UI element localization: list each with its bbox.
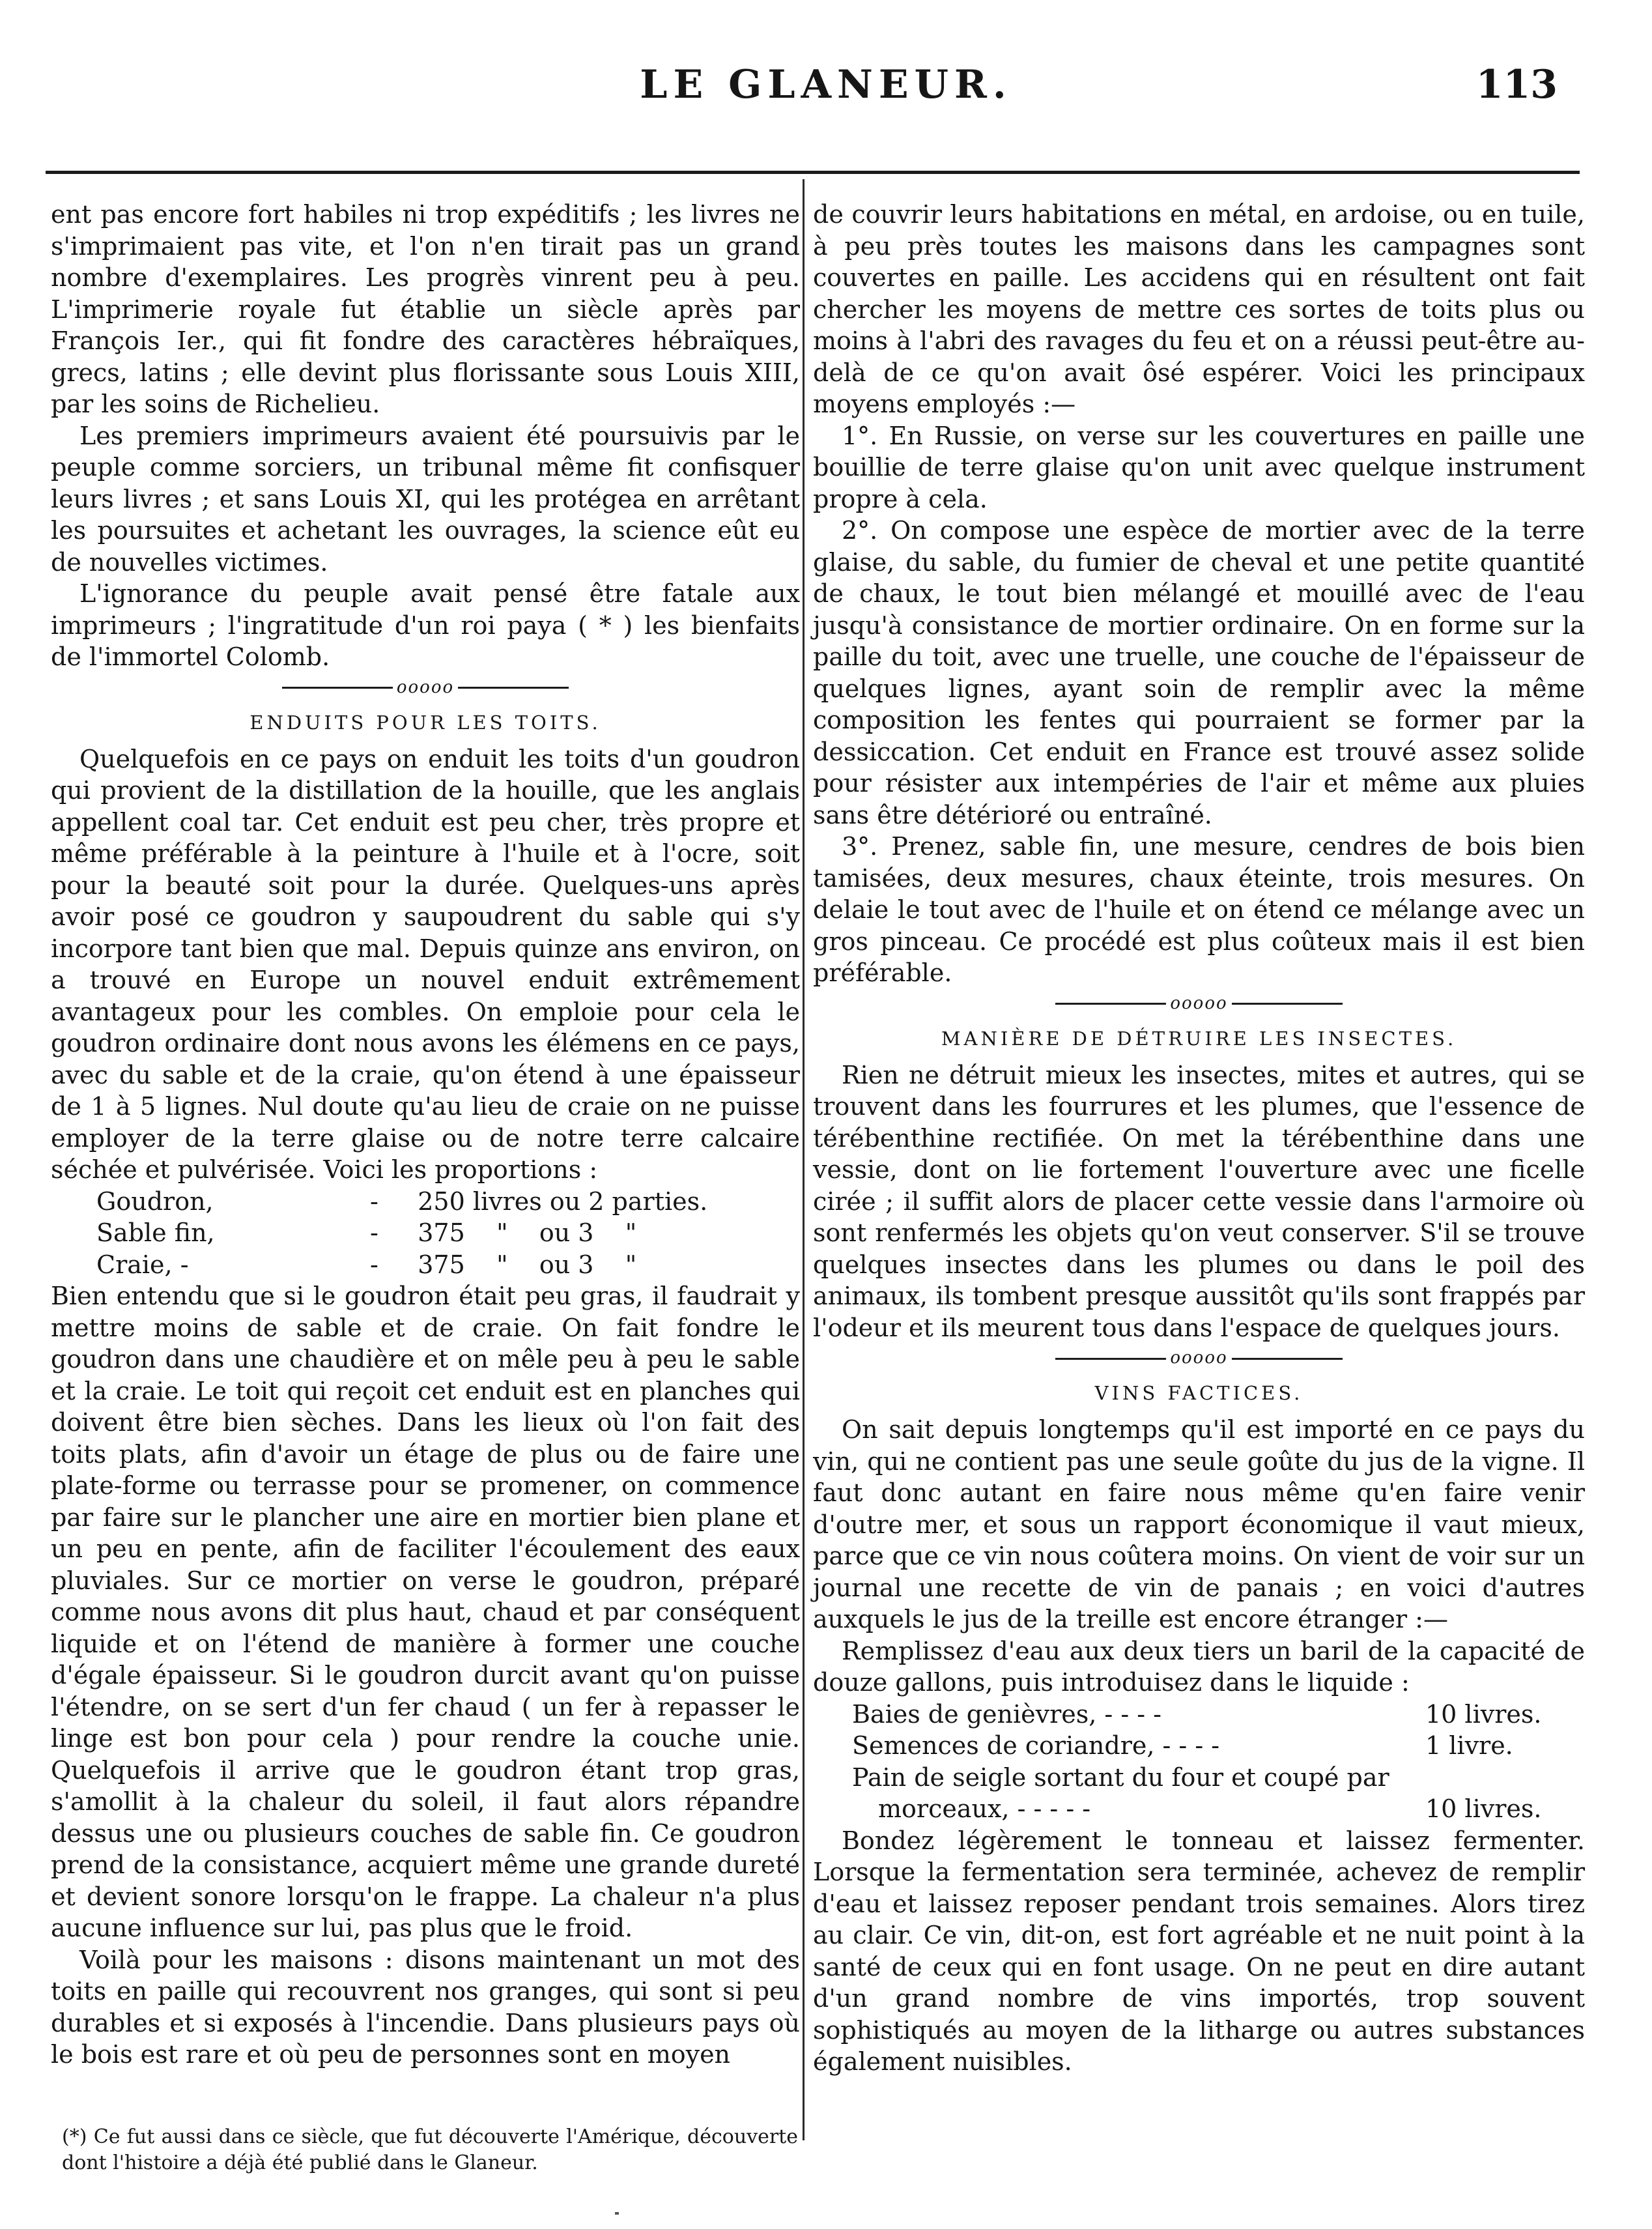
section-divider: ooooo: [813, 1344, 1585, 1372]
footnote: (*) Ce fut aussi dans ce siècle, que fut découverte l'Amérique, découverte dont l'histoire a déjà été publié dans le Glaneur.: [62, 2125, 798, 2174]
page-header: [0, 62, 1652, 127]
recipe-ingredient: morceaux, - - - - -: [878, 1794, 1091, 1823]
page-number: 113: [1475, 62, 1558, 108]
left-column: [51, 199, 800, 2071]
recipe-ingredient: Goudron,: [96, 1186, 214, 1216]
recipe-quantity: - 250 livres ou 2 parties.: [370, 1186, 708, 1216]
paragraph: Bondez légèrement le tonneau et laissez fermenter. Lorsque la fermentation sera terminée, achevez de remplir d'eau et laissez reposer pendant trois semaines. Alors tirez au clair. Ce vin, dit-on, est fort agréable et ne nuit point à la santé de ceux qui en font usage. On ne peut en dire autant d'un grand nombre de vins importés, trop souvent sophistiqués au moyen de la litharge ou autres substances également nuisibles.: [813, 1826, 1585, 2076]
recipe-row: [852, 1730, 1575, 1762]
recipe-row: [852, 1793, 1575, 1825]
roof-coating-recipe: [96, 1186, 708, 1281]
recipe-ingredient: Baies de genièvres, - - - -: [852, 1699, 1161, 1729]
paragraph: Voilà pour les maisons : disons maintenant un mot des toits en paille qui recouvrent nos granges, qui sont si peu durables et si exposés à l'incendie. Dans plusieurs pays où le bois est rare et où peu de personnes sont en moyen: [51, 1945, 800, 2069]
paragraph: Rien ne détruit mieux les insectes, mites et autres, qui se trouvent dans les fourrures et les plumes, que l'essence de térébenthine rectifiée. On met la térébenthine dans une vessie, dont on lie fortement l'ouverture avec une ficelle cirée ; il suffit alors de placer cette vessie dans l'armoire où sont renfermés les objets qu'on veut conserver. S'il se trouve quelques insectes dans les plumes ou dans le poil des animaux, ils tombent presque aussitôt qu'ils sont frappés par l'odeur et ils meurent tous dans l'espace de quelques jours.: [813, 1060, 1585, 1342]
paragraph: 2°. On compose une espèce de mortier avec de la terre glaise, du sable, du fumier de cheval et une petite quantité de chaux, le tout bien mélangé et mouillé avec de l'eau jusqu'à consistance de mortier ordinaire. On en forme sur la paille du toit, avec une truelle, une couche de l'épaisseur de quelques lignes, ayant soin de remplir avec la même composition les fentes qui pourraient se former par la dessiccation. Cet enduit en France est trouvé assez solide pour résister aux intempéries de l'air et même aux pluies sans être détérioré ou entraîné.: [813, 516, 1585, 829]
print-speck: [615, 2212, 619, 2215]
paragraph: Remplissez d'eau aux deux tiers un baril de la capacité de douze gallons, puis introduisez dans le liquide :: [813, 1636, 1585, 1697]
paragraph: Les premiers imprimeurs avaient été poursuivis par le peuple comme sorciers, un tribunal même fit confisquer leurs livres ; et sans Louis XI, qui les protégea en arrêtant les poursuites et achetant les ouvrages, la science eût eu de nouvelles victimes.: [51, 421, 800, 577]
recipe-row: [96, 1249, 683, 1281]
recipe-quantity: 10 livres.: [1425, 1699, 1542, 1729]
paragraph: Bien entendu que si le goudron était peu gras, il faudrait y mettre moins de sable et de craie. On fait fondre le goudron dans une chaudière et on mêle peu à peu le sable et la craie. Le toit qui reçoit cet enduit est en planches qui doivent être bien sèches. Dans les lieux où l'on fait des toits plats, afin d'avoir un étage de plus ou de faire une plate-forme ou terrasse pour se promener, on commence par faire sur le plancher une aire en mortier bien plane et un peu en pente, afin de faciliter l'écoulement des eaux pluviales. Sur ce mortier on verse le goudron, préparé comme nous avons dit plus haut, chaud et par conséquent liquide et on l'étend de manière à former une couche d'égale épaisseur. Si le goudron durcit avant qu'on puisse l'étendre, on se sert d'un fer chaud ( un fer à repasser le linge est bon pour cela ) pour rendre la couche unie. Quelquefois il arrive que le goudron étant trop gras, s'amollit à la chaleur du soleil, il faut alors répandre dessus une ou plusieurs couches de sable fin. Ce goudron prend de la consistance, acquiert même une grande dureté et devient sonore lorsqu'on le frappe. La chaleur n'a plus aucune influence sur lui, pas plus que le froid.: [51, 1282, 800, 1942]
recipe-ingredient: Semences de coriandre, - - - -: [852, 1731, 1220, 1760]
paragraph: 1°. En Russie, on verse sur les couvertures en paille une bouillie de terre glaise qu'on unit avec quelque instrument propre à cela.: [813, 421, 1585, 513]
recipe-quantity: - 375 " ou 3 ": [370, 1218, 637, 1247]
section-title: VINS FACTICES.: [1094, 1382, 1303, 1404]
column-rule: [803, 179, 805, 2140]
section-title: MANIÈRE DE DÉTRUIRE LES INSECTES.: [941, 1027, 1457, 1050]
recipe-ingredient: Craie, -: [96, 1250, 189, 1279]
recipe-row: [96, 1186, 708, 1218]
recipe-ingredient: Sable fin,: [96, 1218, 215, 1247]
recipe-quantity: 1 livre.: [1425, 1731, 1513, 1760]
paragraph: L'ignorance du peuple avait pensé être fatale aux imprimeurs ; l'ingratitude d'un roi paya ( * ) les bienfaits de l'immortel Colomb.: [51, 579, 800, 671]
paragraph: On sait depuis longtemps qu'il est importé en ce pays du vin, qui ne contient pas une seule goûte du jus de la vigne. Il faut donc autant en faire nous même qu'en faire venir d'outre mer, et sous un rapport économique il vaut mieux, parce que ce vin nous coûtera moins. On vient de voir sur un journal une recette de vin de panais ; en voici d'autres auxquels le jus de la treille est encore étranger :—: [813, 1415, 1585, 1633]
paragraph: Quelquefois en ce pays on enduit les toits d'un goudron qui provient de la distillation de la houille, que les anglais appellent coal tar. Cet enduit est peu cher, très propre et même préférable à la peinture à l'huile et à l'ocre, soit pour la beauté soit pour la durée. Quelques-uns après avoir posé ce goudron y saupoudrent du sable qui s'y incorpore tant bien que mal. Depuis quinze ans environ, on a trouvé en Europe un nouvel enduit extrêmement avantageux pour les combles. On emploie pour cela le goudron ordinaire dont nous avons les élémens en ce pays, avec du sable et de la craie, qu'on étend à une épaisseur de 1 à 5 lignes. Nul doute qu'au lieu de craie on ne puisse employer de la terre glaise ou de notre terre calcaire séchée et pulvérisée. Voici les proportions :: [51, 744, 800, 1184]
recipe-quantity: - 375 " ou 3 ": [370, 1250, 637, 1279]
section-title: ENDUITS POUR LES TOITS.: [249, 711, 601, 734]
wine-recipe: [852, 1699, 1575, 1825]
continuation-paragraph: de couvrir leurs habitations en métal, en ardoise, ou en tuile, à peu près toutes les maisons dans les campagnes sont couvertes en paille. Les accidens qui en résultent ont fait chercher les moyens de mettre ces sortes de toits plus ou moins à l'abri des ravages du feu et on a réussi peut-être au-delà de ce qu'on avait ôsé espérer. Voici les principaux moyens employés :—: [813, 200, 1585, 418]
recipe-row: [852, 1699, 1575, 1731]
header-rule: [46, 171, 1580, 174]
recipe-ingredient: Pain de seigle sortant du four et coupé par: [852, 1762, 1389, 1792]
paragraph: 3°. Prenez, sable fin, une mesure, cendres de bois bien tamisées, deux mesures, chaux éteinte, trois mesures. On delaie le tout avec de l'huile et on étend ce mélange avec un gros pinceau. Ce procédé est plus coûteux mais il est bien préférable.: [813, 832, 1585, 987]
right-column: [813, 199, 1585, 2078]
journal-title: LE GLANEUR.: [640, 62, 1012, 108]
recipe-row: [96, 1217, 683, 1249]
recipe-quantity: 10 livres.: [1425, 1794, 1542, 1823]
recipe-quantity: [1425, 1762, 1575, 1794]
section-divider: ooooo: [813, 989, 1585, 1018]
section-divider: ooooo: [51, 673, 800, 702]
opening-paragraph: ent pas encore fort habiles ni trop expéditifs ; les livres ne s'imprimaient pas vite, et l'on n'en tirait pas un grand nombre d'exemplaires. Les progrès vinrent peu à peu. L'imprimerie royale fut établie un siècle après par François Ier., qui fit fondre des caractères hébraïques, grecs, latins ; elle devint plus florissante sous Louis XIII, par les soins de Richelieu.: [51, 200, 800, 418]
recipe-row: [852, 1762, 1575, 1794]
